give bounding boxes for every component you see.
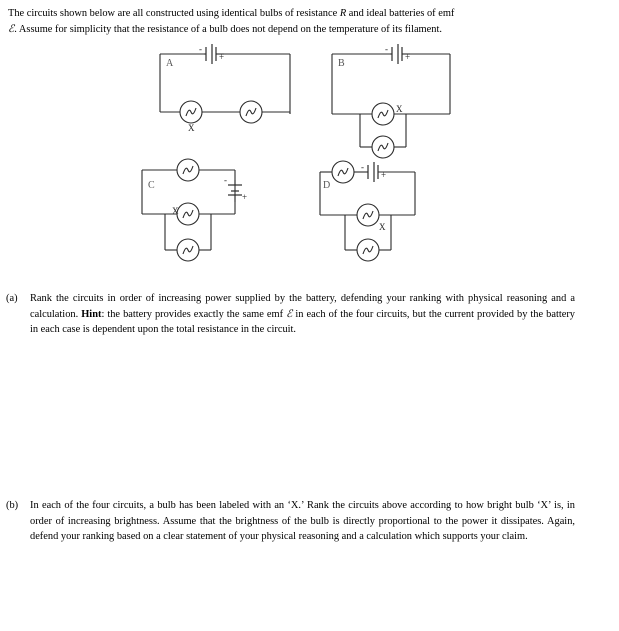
x-label-d: X: [379, 222, 386, 232]
circuits-svg: [120, 42, 500, 277]
resistance-symbol: R: [339, 8, 347, 19]
circuit-b: [332, 44, 450, 158]
battery-minus-d: -: [361, 162, 364, 172]
intro-text-1b: and ideal batteries of emf: [346, 8, 455, 19]
intro-text-1: The circuits shown below are all constructed using identical bulbs of resistance: [8, 8, 340, 19]
circuit-c: [142, 159, 242, 261]
circuit-a: [160, 44, 290, 123]
part-a-text-3: in each of the four circuits, but the current provided by the battery in each case is dependent upon the total resistance in the circuit.: [30, 308, 575, 335]
part-a-emf-symbol: ℰ: [286, 308, 293, 320]
x-label-c: X: [172, 206, 179, 216]
battery-plus-d: +: [381, 170, 387, 180]
question-part-a: [6, 291, 586, 338]
circuit-label-d: D: [323, 180, 331, 191]
battery-minus-c: -: [224, 175, 227, 185]
part-b-body: In each of the four circuits, a bulb has been labeled with an ‘X.’ Rank the circuits above according to how bright bulb ‘X’ is, in order of increasing brightness. Assume that the brightness of the bulb is directly proportional to the power it dissipates. Again, defend your ranking based on a clear statement of your physical reasoning and a calculation which supports your claim.: [30, 500, 575, 542]
circuit-label-a: A: [166, 58, 174, 69]
part-a-hint-label: Hint: [81, 308, 102, 320]
part-a-label: (a): [6, 293, 18, 304]
circuit-label-c: C: [148, 180, 155, 191]
part-a-text-1: Rank the circuits in order of increasing power supplied by the battery, defending your ranking with physical reasoning and a calculation.: [30, 293, 575, 320]
battery-plus-c: +: [242, 192, 248, 202]
intro-paragraph: [8, 6, 608, 38]
circuits-figure: [120, 42, 500, 277]
battery-plus-b: +: [405, 52, 411, 62]
circuit-label-b: B: [338, 58, 345, 69]
circuit-d: [320, 161, 415, 261]
x-label-b: X: [396, 104, 403, 114]
battery-minus-b: -: [385, 44, 388, 54]
emf-symbol: ℰ: [8, 24, 15, 35]
part-a-text-2: : the battery provides exactly the same emf: [101, 308, 287, 320]
battery-plus-a: +: [219, 52, 225, 62]
x-label-a: X: [188, 123, 195, 133]
intro-text-2: . Assume for simplicity that the resistance of a bulb does not depend on the temperature of its filament.: [14, 24, 442, 35]
part-a-body: [30, 291, 575, 338]
part-b-label: (b): [6, 500, 19, 511]
question-part-b: [6, 498, 586, 545]
battery-minus-a: -: [199, 44, 202, 54]
